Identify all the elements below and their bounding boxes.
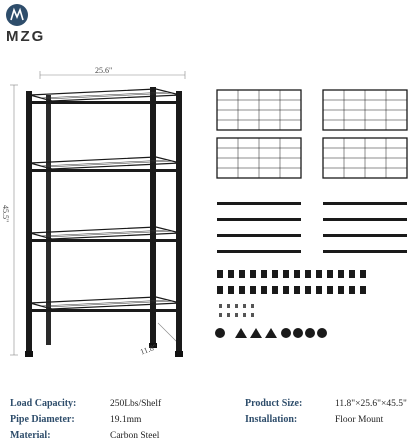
mzg-logo-icon (6, 4, 28, 26)
screws (219, 304, 254, 317)
material-label: Material: (10, 430, 51, 441)
parts-illustration (205, 80, 416, 350)
pipe-diameter-value: 19.1mm (110, 415, 142, 425)
brand-name: MZG (6, 28, 46, 45)
pipe-diameter-label: Pipe Diameter: (10, 414, 75, 425)
width-dimension: 25.6" (95, 66, 113, 75)
height-dimension: 45.5" (1, 205, 10, 223)
load-capacity-label: Load Capacity: (10, 398, 77, 409)
wire-shelf-grids (217, 90, 407, 178)
installation-label: Installation: (245, 414, 298, 425)
material-value: Carbon Steel (110, 431, 160, 441)
depth-dimension: 11.8" (138, 342, 158, 357)
specifications (0, 392, 416, 439)
pole-segments (217, 202, 407, 253)
shelf-illustration (0, 55, 200, 360)
load-capacity-value: 250Lbs/Shelf (110, 399, 162, 409)
installation-value: Floor Mount (335, 415, 384, 425)
shelf-clips (217, 270, 366, 294)
product-size-value: 11.8"×25.6"×45.5" (335, 399, 407, 409)
product-size-label: Product Size: (245, 398, 303, 409)
leveling-feet (215, 328, 327, 338)
